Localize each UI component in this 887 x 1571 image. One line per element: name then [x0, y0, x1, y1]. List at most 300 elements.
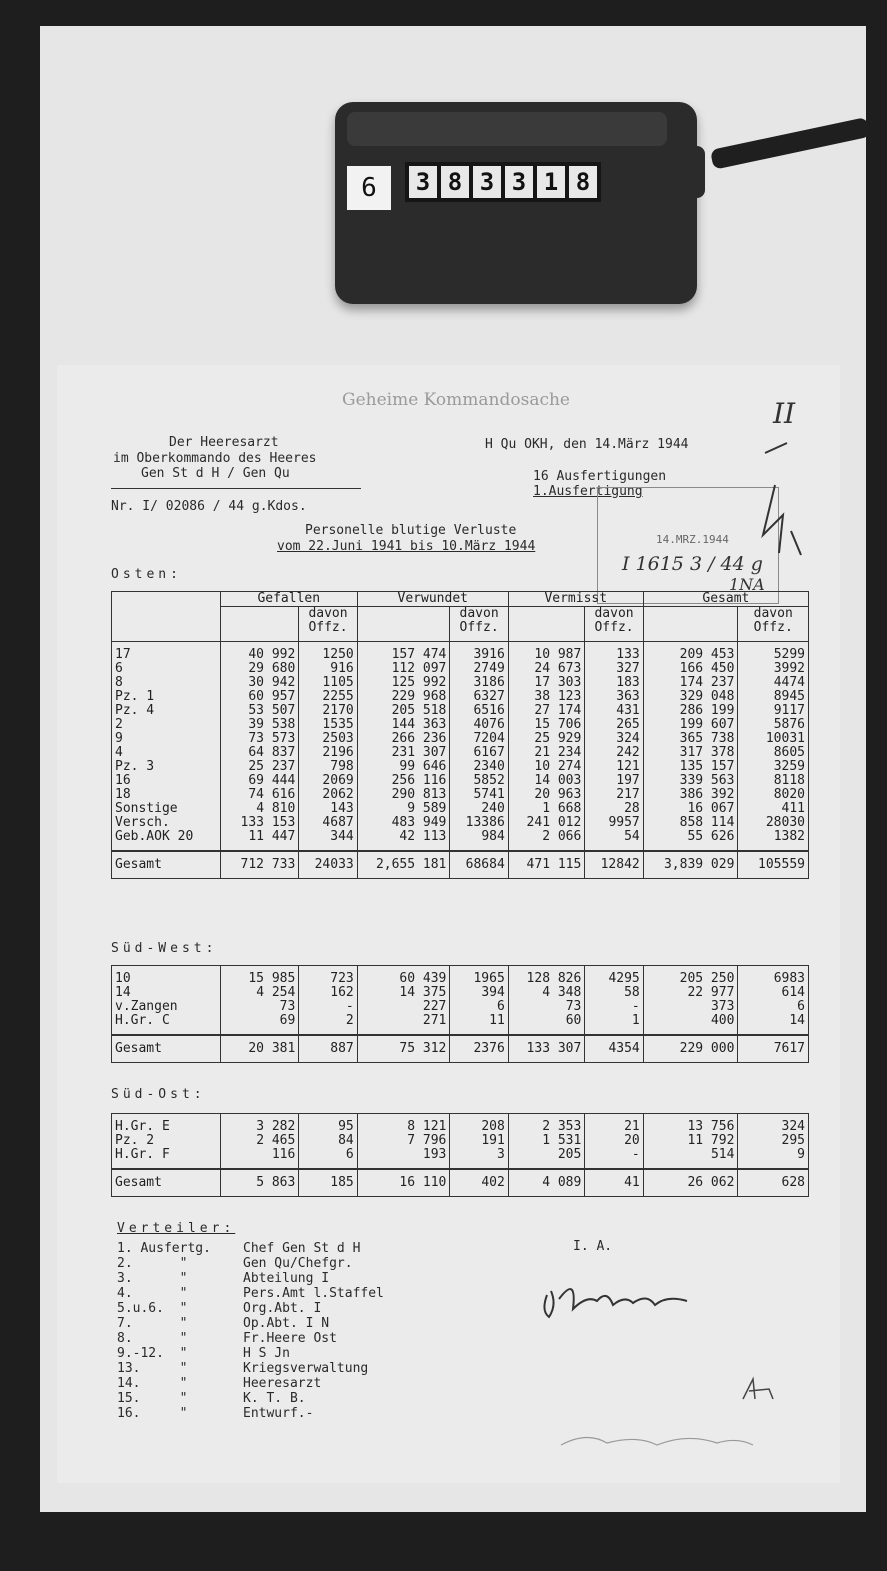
table-value: 2 353: [542, 1119, 582, 1134]
table-value: 4 348: [542, 985, 582, 1000]
table-value: 14: [115, 985, 131, 1000]
table-value: 6327: [473, 689, 505, 704]
table-value: 2 066: [542, 829, 582, 844]
table-value: 133: [616, 647, 640, 662]
verteiler-copy: 15. ": [117, 1391, 188, 1406]
table-cell: [508, 607, 585, 642]
table-value: 8945: [773, 689, 805, 704]
table-value: 4 810: [256, 801, 296, 816]
table-value: 58: [624, 985, 640, 1000]
counter-digit: 8: [569, 166, 597, 198]
sender-line-1: Der Heeresarzt: [169, 435, 279, 450]
table-value: 240: [481, 801, 505, 816]
table-value: 27 174: [534, 703, 582, 718]
sender-line-2: im Oberkommando des Heeres: [113, 451, 317, 466]
table-value: 227: [422, 999, 447, 1014]
verteiler-copy: 4. ": [117, 1286, 188, 1301]
table-value: 17 303: [534, 675, 582, 690]
signature: [537, 1265, 707, 1325]
table-cell: 20 381: [220, 1035, 299, 1063]
table-cell: [220, 966, 299, 1036]
sender-rule: [111, 488, 361, 489]
table-cell: Gesamt: [112, 1169, 221, 1197]
table-value: 205: [557, 1147, 582, 1162]
table-value: 21 234: [534, 745, 582, 760]
table-value: H.Gr. F: [115, 1147, 170, 1162]
table-value: 5299: [773, 647, 805, 662]
table-value: 916: [330, 661, 354, 676]
table-value: 20 963: [534, 787, 582, 802]
osten-table: [111, 591, 809, 879]
table-value: 60 957: [248, 689, 296, 704]
table-value: Pz. 1: [115, 689, 155, 704]
table-value: 22 977: [687, 985, 735, 1000]
table-value: 339 563: [679, 773, 735, 788]
table-value: 60: [565, 1013, 582, 1028]
table-cell: [508, 642, 585, 852]
table-value: 1105: [322, 675, 354, 690]
table-cell: [643, 607, 738, 642]
verteiler-copy: 1. Ausfertg.: [117, 1241, 211, 1256]
table-cell: Gesamt: [112, 1035, 221, 1063]
table-cell: [508, 966, 585, 1036]
section-sudost: Süd-Ost:: [111, 1087, 206, 1102]
table-value: 42 113: [399, 829, 447, 844]
table-value: 208: [481, 1119, 505, 1134]
table-value: 231 307: [391, 745, 447, 760]
table-value: 157 474: [391, 647, 447, 662]
table-value: 2: [115, 717, 123, 732]
table-cell: [357, 642, 450, 852]
table-value: 11: [489, 1013, 505, 1028]
table-value: 84: [338, 1133, 354, 1148]
table-value: 14: [789, 1013, 805, 1028]
table-cell: 2376: [450, 1035, 508, 1063]
table-value: 3: [496, 1147, 505, 1162]
table-value: 1: [631, 1013, 640, 1028]
table-value: 5741: [473, 787, 505, 802]
table-cell: [585, 966, 643, 1036]
table-value: 7204: [473, 731, 505, 746]
table-value: 9: [115, 731, 123, 746]
table-value: 1382: [773, 829, 805, 844]
table-value: 199 607: [679, 717, 735, 732]
table-cell: [738, 966, 809, 1036]
table-cell: [508, 1114, 585, 1170]
table-value: 2196: [322, 745, 354, 760]
table-cell: 68684: [450, 851, 508, 879]
table-value: 30 942: [248, 675, 296, 690]
offz-label: Offz.: [308, 620, 348, 635]
table-value: 15 706: [534, 717, 582, 732]
table-value: 18: [115, 787, 131, 802]
table-value: 6: [797, 999, 805, 1014]
verteiler-copy: 14. ": [117, 1376, 188, 1391]
table-value: 64 837: [248, 745, 296, 760]
table-value: 69: [279, 1013, 296, 1028]
table-value: 121: [616, 759, 640, 774]
table-value: 483 949: [391, 815, 447, 830]
sudost-table: [111, 1113, 809, 1197]
table-cell: 7617: [738, 1035, 809, 1063]
verteiler-copy: 3. ": [117, 1271, 188, 1286]
table-value: 21: [624, 1119, 640, 1134]
table-value: H.Gr. C: [115, 1013, 170, 1028]
table-cell: [112, 1114, 221, 1170]
data-row-group: [112, 966, 809, 1036]
table-value: 143: [330, 801, 354, 816]
table-value: 8020: [773, 787, 805, 802]
verteiler-recipient: Gen Qu/Chefgr.: [243, 1256, 353, 1271]
table-value: 53 507: [248, 703, 296, 718]
table-value: 4687: [322, 815, 354, 830]
table-value: 265: [616, 717, 640, 732]
section-osten: Osten:: [111, 567, 182, 582]
verteiler-recipient: H S Jn: [243, 1346, 290, 1361]
table-value: 9: [797, 1147, 805, 1162]
verteiler-copy: 7. ": [117, 1316, 188, 1331]
table-value: 116: [271, 1147, 296, 1162]
total-row: [112, 851, 809, 879]
counter-digit: 3: [409, 166, 437, 198]
counter-digit: 1: [537, 166, 565, 198]
verteiler-copy: 5.u.6. ": [117, 1301, 188, 1316]
table-value: 242: [616, 745, 640, 760]
table-value: 1965: [473, 971, 505, 986]
table-value: 28: [624, 801, 640, 816]
table-value: 17: [115, 647, 131, 662]
table-value: 317 378: [679, 745, 735, 760]
verteiler-recipient: Kriegsverwaltung: [243, 1361, 369, 1376]
verteiler-recipient: Pers.Amt l.Staffel: [243, 1286, 384, 1301]
table-value: 373: [710, 999, 735, 1014]
table-cell: Gesamt: [643, 592, 808, 607]
table-value: 1535: [322, 717, 354, 732]
table-value: 6983: [773, 971, 805, 986]
table-value: 286 199: [679, 703, 735, 718]
table-cell: 5 863: [220, 1169, 299, 1197]
table-value: 3 282: [256, 1119, 296, 1134]
verteiler-recipient: Chef Gen St d H: [243, 1241, 361, 1256]
table-value: 5852: [473, 773, 505, 788]
table-value: 229 968: [391, 689, 447, 704]
table-value: 271: [422, 1013, 447, 1028]
table-cell: [357, 966, 450, 1036]
counter-digit: 3: [473, 166, 501, 198]
table-value: 858 114: [679, 815, 735, 830]
table-value: 11 447: [248, 829, 296, 844]
table-value: 29 680: [248, 661, 296, 676]
table-value: 3992: [773, 661, 805, 676]
table-cell: [299, 966, 357, 1036]
table-cell: 12842: [585, 851, 643, 879]
table-value: 3259: [773, 759, 805, 774]
table-value: 723: [330, 971, 354, 986]
counter-cable-housing: [665, 146, 705, 198]
sender-line-3: Gen St d H / Gen Qu: [141, 466, 290, 481]
table-value: 205 250: [679, 971, 735, 986]
table-value: -: [345, 999, 354, 1014]
table-value: 6516: [473, 703, 505, 718]
table-value: 1250: [322, 647, 354, 662]
table-value: 55 626: [687, 829, 735, 844]
verteiler-recipient: Heeresarzt: [243, 1376, 322, 1391]
table-value: 2170: [322, 703, 354, 718]
total-row: [112, 1169, 809, 1197]
table-cell: [738, 1114, 809, 1170]
table-value: Geb.AOK 20: [115, 829, 194, 844]
table-cell: [112, 642, 221, 852]
table-value: 386 392: [679, 787, 735, 802]
table-value: 1 668: [542, 801, 582, 816]
counter-digit: 3: [505, 166, 533, 198]
table-value: 4295: [608, 971, 640, 986]
table-cell: [643, 966, 738, 1036]
reference-number: Nr. I/ 02086 / 44 g.Kdos.: [111, 499, 307, 514]
table-value: -: [631, 999, 640, 1014]
table-value: 112 097: [391, 661, 447, 676]
table-value: 193: [422, 1147, 447, 1162]
table-value: 144 363: [391, 717, 447, 732]
stamp-initials: 1NA: [729, 575, 765, 594]
table-value: 25 929: [534, 731, 582, 746]
table-value: 133 153: [240, 815, 296, 830]
table-value: 197: [616, 773, 640, 788]
copy-number: 1.Ausfertigung: [533, 484, 643, 499]
table-cell: 4354: [585, 1035, 643, 1063]
stamp-date: 14.MRZ.1944: [656, 533, 729, 546]
numbering-counter: [335, 102, 697, 304]
table-value: Pz. 4: [115, 703, 155, 718]
table-cell: [450, 642, 508, 852]
table-cell: 3,839 029: [643, 851, 738, 879]
table-value: 4: [115, 745, 123, 760]
place-date: H Qu OKH, den 14.März 1944: [485, 437, 689, 452]
table-value: 327: [616, 661, 640, 676]
table-value: 363: [616, 689, 640, 704]
table-cell: 887: [299, 1035, 357, 1063]
table-cell: [357, 1114, 450, 1170]
table-value: H.Gr. E: [115, 1119, 170, 1134]
table-value: 295: [781, 1133, 805, 1148]
table-value: 125 992: [391, 675, 447, 690]
offz-label: Offz.: [459, 620, 499, 635]
table-value: 3186: [473, 675, 505, 690]
table-cell: 4 089: [508, 1169, 585, 1197]
table-value: 10: [115, 971, 131, 986]
table-cell: 133 307: [508, 1035, 585, 1063]
table-value: 2: [345, 1013, 354, 1028]
table-value: 614: [781, 985, 805, 1000]
sudwest-table: [111, 965, 809, 1063]
table-value: 10 274: [534, 759, 582, 774]
counter-tag: 6: [347, 166, 391, 210]
verteiler-copy: 13. ": [117, 1361, 188, 1376]
table-value: 16 067: [687, 801, 735, 816]
document-page: [57, 365, 840, 1483]
table-cell: [220, 1114, 299, 1170]
table-cell: [112, 966, 221, 1036]
verteiler-copy: 8. ": [117, 1331, 188, 1346]
table-cell: 26 062: [643, 1169, 738, 1197]
margin-mark: II: [773, 397, 796, 430]
table-value: Pz. 3: [115, 759, 155, 774]
table-cell: 41: [585, 1169, 643, 1197]
data-row-group: [112, 642, 809, 852]
table-value: 4 254: [256, 985, 296, 1000]
table-value: Pz. 2: [115, 1133, 155, 1148]
davon-label: davon: [753, 606, 793, 621]
table-value: 73 573: [248, 731, 296, 746]
table-cell: Verwundet: [357, 592, 508, 607]
table-value: 73: [565, 999, 582, 1014]
verteiler-copy: 9.-12. ": [117, 1346, 188, 1361]
table-value: 209 453: [679, 647, 735, 662]
davon-label: davon: [594, 606, 634, 621]
table-value: 191: [481, 1133, 505, 1148]
table-value: Sonstige: [115, 801, 178, 816]
table-value: 266 236: [391, 731, 447, 746]
verteiler-recipient: Entwurf.-: [243, 1406, 314, 1421]
table-cell: 229 000: [643, 1035, 738, 1063]
verteiler-copy: 2. ": [117, 1256, 188, 1271]
verteiler-recipient: Op.Abt. I N: [243, 1316, 330, 1331]
table-value: 6: [496, 999, 505, 1014]
table-value: -: [631, 1147, 640, 1162]
table-value: 2069: [322, 773, 354, 788]
table-value: 15 985: [248, 971, 296, 986]
table-value: 8: [115, 675, 123, 690]
margin-scribble: [757, 435, 817, 565]
table-cell: [450, 607, 508, 642]
offz-label: Offz.: [753, 620, 793, 635]
title-line-2: vom 22.Juni 1941 bis 10.März 1944: [277, 539, 536, 554]
table-value: 95: [338, 1119, 354, 1134]
table-value: 400: [710, 1013, 735, 1028]
table-value: 14 375: [399, 985, 447, 1000]
table-cell: [643, 1114, 738, 1170]
table-cell: Vermisst: [508, 592, 643, 607]
table-value: 344: [330, 829, 354, 844]
table-value: 40 992: [248, 647, 296, 662]
table-cell: 105559: [738, 851, 809, 879]
table-value: v.Zangen: [115, 999, 178, 1014]
table-value: 128 826: [526, 971, 582, 986]
table-value: 24 673: [534, 661, 582, 676]
table-value: 13 756: [687, 1119, 735, 1134]
watermark: Geheime Kommandosache: [342, 390, 570, 410]
table-cell: Gefallen: [220, 592, 357, 607]
counter-window: [405, 162, 601, 202]
table-value: 256 116: [391, 773, 447, 788]
table-value: 28030: [765, 815, 805, 830]
table-cell: 16 110: [357, 1169, 450, 1197]
table-value: 69 444: [248, 773, 296, 788]
table-value: 329 048: [679, 689, 735, 704]
table-cell: 712 733: [220, 851, 299, 879]
table-cell: 75 312: [357, 1035, 450, 1063]
table-cell: 185: [299, 1169, 357, 1197]
table-cell: [220, 642, 299, 852]
table-value: 60 439: [399, 971, 447, 986]
table-cell: [738, 607, 809, 642]
table-cell: [738, 642, 809, 852]
table-value: 99 646: [399, 759, 447, 774]
table-value: 431: [616, 703, 640, 718]
total-row: [112, 1035, 809, 1063]
table-cell: Gesamt: [112, 851, 221, 879]
table-value: 25 237: [248, 759, 296, 774]
verteiler-title: Verteiler:: [117, 1221, 236, 1236]
table-cell: [299, 1114, 357, 1170]
table-cell: [585, 642, 643, 852]
data-row-group: [112, 1114, 809, 1170]
table-value: 365 738: [679, 731, 735, 746]
table-value: 5876: [773, 717, 805, 732]
table-cell: [112, 592, 221, 642]
table-value: 54: [624, 829, 640, 844]
table-cell: 2,655 181: [357, 851, 450, 879]
ia-label: I. A.: [573, 1239, 613, 1254]
table-cell: [299, 607, 357, 642]
title-line-1: Personelle blutige Verluste: [305, 523, 517, 538]
table-value: 394: [481, 985, 505, 1000]
table-value: 8 121: [407, 1119, 447, 1134]
table-value: 9 589: [407, 801, 447, 816]
table-value: 798: [330, 759, 354, 774]
table-value: 7 796: [407, 1133, 447, 1148]
table-value: 514: [710, 1147, 735, 1162]
verteiler-recipient: Org.Abt. I: [243, 1301, 322, 1316]
table-value: 2503: [322, 731, 354, 746]
table-value: 4474: [773, 675, 805, 690]
offz-label: Offz.: [594, 620, 634, 635]
table-value: 984: [481, 829, 505, 844]
table-value: Versch.: [115, 815, 170, 830]
table-value: 6: [345, 1147, 354, 1162]
header-row: [112, 592, 809, 607]
table-value: 14 003: [534, 773, 582, 788]
table-value: 290 813: [391, 787, 447, 802]
table-value: 174 237: [679, 675, 735, 690]
table-value: 10 987: [534, 647, 582, 662]
table-value: 74 616: [248, 787, 296, 802]
table-cell: 24033: [299, 851, 357, 879]
table-value: 166 450: [679, 661, 735, 676]
table-cell: [450, 966, 508, 1036]
verteiler-recipient: Abteilung I: [243, 1271, 330, 1286]
initials-mark: [739, 1375, 779, 1405]
table-value: 2255: [322, 689, 354, 704]
table-value: 8605: [773, 745, 805, 760]
table-value: 8118: [773, 773, 805, 788]
table-cell: 402: [450, 1169, 508, 1197]
table-value: 2340: [473, 759, 505, 774]
davon-label: davon: [459, 606, 499, 621]
table-value: 13386: [465, 815, 505, 830]
table-value: 1 531: [542, 1133, 582, 1148]
table-value: 324: [616, 731, 640, 746]
table-cell: [220, 607, 299, 642]
table-value: 6167: [473, 745, 505, 760]
table-value: 2062: [322, 787, 354, 802]
table-cell: [585, 1114, 643, 1170]
table-value: 39 538: [248, 717, 296, 732]
davon-label: davon: [308, 606, 348, 621]
table-value: 9957: [608, 815, 640, 830]
section-sudwest: Süd-West:: [111, 941, 218, 956]
verteiler-recipient: Fr.Heere Ost: [243, 1331, 337, 1346]
